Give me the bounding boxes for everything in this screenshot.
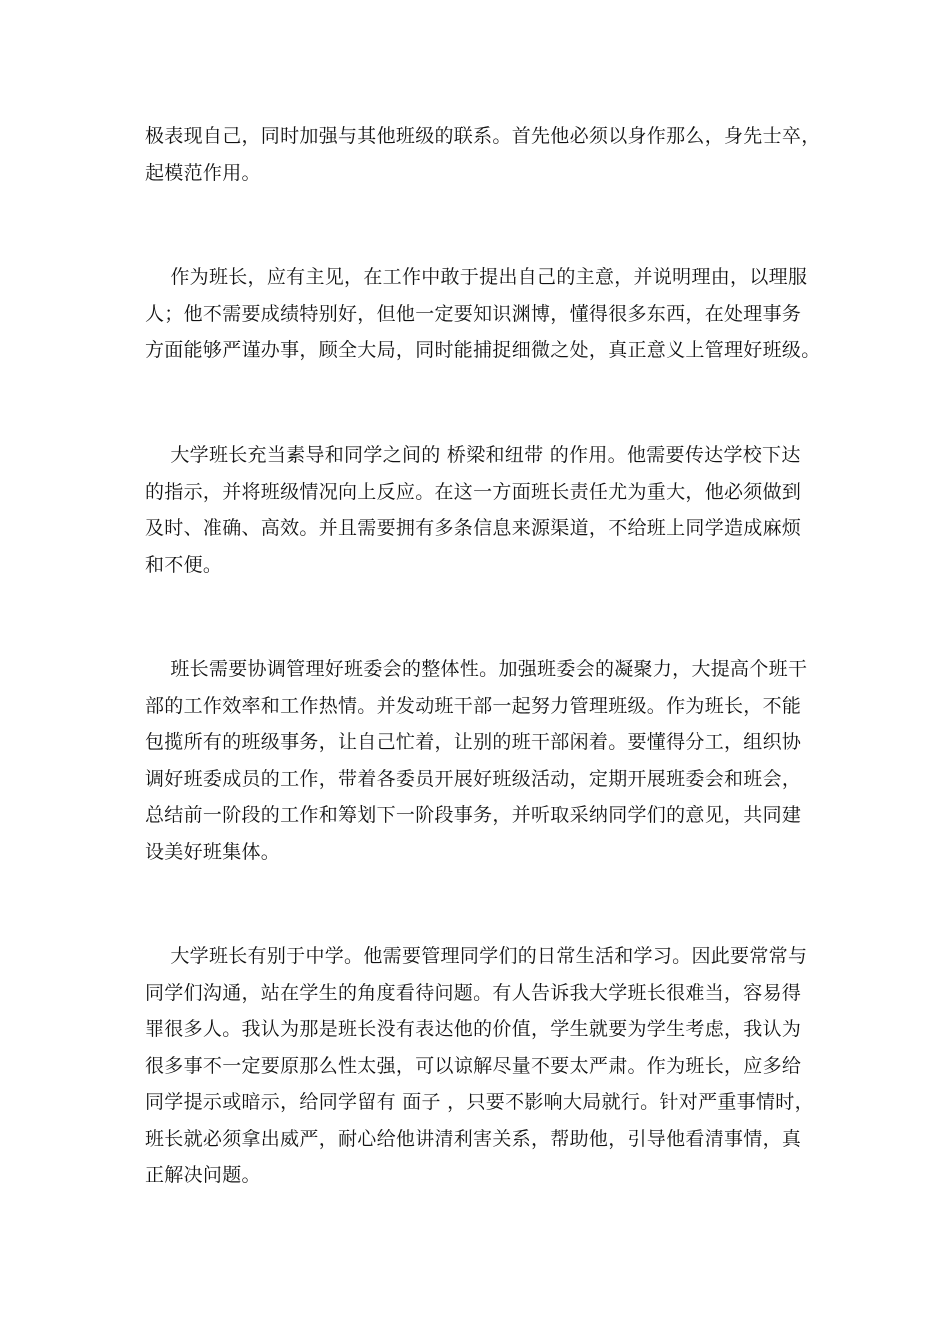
text-line: 方面能够严谨办事，顾全大局，同时能捕捉细微之处，真正意义上管理好班级。 bbox=[145, 339, 821, 361]
text-line: 作为班长，应有主见，在工作中敢于提出自己的主意，并说明理由，以理服 bbox=[145, 266, 808, 288]
text-line: 及时、准确、高效。并且需要拥有多条信息来源渠道，不给班上同学造成麻烦 bbox=[145, 517, 802, 539]
text-line: 调好班委成员的工作，带着各委员开展好班级活动，定期开展班委会和班会， bbox=[145, 767, 802, 790]
text-line: 大学班长有别于中学。他需要管理同学们的日常生活和学习。因此要常常与 bbox=[145, 945, 808, 967]
text-line: 包揽所有的班级事务，让自己忙着，让别的班干部闲着。要懂得分工，组织协 bbox=[145, 731, 802, 753]
text-line: 极表现自己，同时加强与其他班级的联系。首先他必须以身作那么，身先士卒， bbox=[145, 125, 821, 147]
paragraph-5 bbox=[145, 938, 814, 1194]
text-line: 总结前一阶段的工作和筹划下一阶段事务，并听取采纳同学们的意见，共同建 bbox=[145, 804, 802, 826]
paragraph-2 bbox=[145, 259, 821, 369]
paragraph-4 bbox=[145, 651, 810, 870]
text-line: 人；他不需要成绩特别好，但他一定要知识渊博，懂得很多东西，在处理事务 bbox=[145, 302, 802, 325]
text-line: 起模范作用。 bbox=[145, 161, 261, 184]
text-line: 很多事不一定要原那么性太强，可以谅解尽量不要太严肃。作为班长，应多给 bbox=[145, 1054, 802, 1077]
text-line: 的指示，并将班级情况向上反应。在这一方面班长责任尤为重大，他必须做到 bbox=[145, 480, 802, 503]
paragraph-3 bbox=[145, 437, 810, 583]
paragraph-1 bbox=[145, 118, 821, 191]
text-line: 和不便。 bbox=[145, 553, 223, 576]
text-line: 设美好班集体。 bbox=[145, 840, 281, 863]
text-line: 大学班长充当素导和同学之间的 桥梁和纽带 的作用。他需要传达学校下达 bbox=[145, 444, 801, 466]
text-line: 同学们沟通，站在学生的角度看待问题。有人告诉我大学班长很难当，容易得 bbox=[145, 981, 802, 1004]
text-line: 同学提示或暗示，给同学留有 面子 ，只要不影响大局就行。针对严重事情时， bbox=[145, 1091, 814, 1113]
text-line: 罪很多人。我认为那是班长没有表达他的价值，学生就要为学生考虑，我认为 bbox=[145, 1018, 802, 1040]
text-line: 正解决问题。 bbox=[145, 1164, 261, 1186]
text-line: 班长需要协调管理好班委会的整体性。加强班委会的凝聚力，大提高个班干 bbox=[145, 658, 808, 680]
text-line: 班长就必须拿出威严，耐心给他讲清利害关系，帮助他，引导他看清事情，真 bbox=[145, 1127, 802, 1150]
text-line: 部的工作效率和工作热情。并发动班干部一起努力管理班级。作为班长，不能 bbox=[145, 694, 802, 717]
